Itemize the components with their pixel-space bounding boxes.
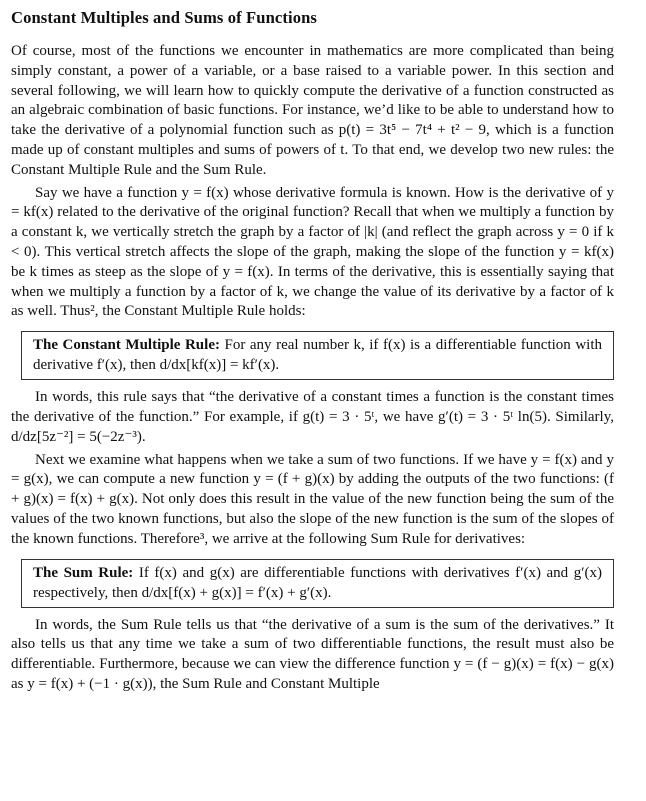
paragraph-constant-multiple: Say we have a function y = f(x) whose derivative formula is known. How is the derivative of y = kf(x) related to the derivative of the original function? Recall that when we multiply a function by a constant k, we vertically stretch the graph by a factor of |k| (and reflect the graph across y = 0 if k < 0). This vertical stretch affects the slope of the graph, making the slope of the function y = kf(x) be k times as steep as the slope of y = f(x). In terms of the derivative, this is essentially saying that when we multiply a function by a factor of k, we change the value of its derivative by a factor of k as well. Thus², the Constant Multiple Rule holds:: [11, 184, 614, 320]
constant-multiple-rule-body: For any real number k, if f(x) is a differentiable function with derivative f′(x), then d/dx[kf(x)] = kf′(x).: [33, 337, 602, 374]
constant-multiple-rule-text: [33, 335, 602, 375]
constant-multiple-rule-box: [21, 331, 614, 380]
sum-rule-box: [21, 559, 614, 608]
paragraph-sum-intro: Next we examine what happens when we take a sum of two functions. If we have y = f(x) and y = g(x), we can compute a new function y = (f + g)(x) by adding the outputs of the two functions: (f + g)(x) = f(x) + g(x). Not only does this result in the value of the new function being the sum of the values of the two known functions, but also the slope of the new function is the sum of the slopes of the known functions. Therefore³, we arrive at the following Sum Rule for derivatives:: [11, 451, 614, 547]
section-title: Constant Multiples and Sums of Functions: [11, 8, 317, 27]
paragraph-sum-words: In words, the Sum Rule tells us that “the derivative of a sum is the sum of the derivatives.” It also tells us that any time we take a sum of two differentiable functions, the result must also be differentiable. Furthermore, because we can view the difference function y = (f − g)(x) = f(x) − g(x) as y = f(x) + (−1 · g(x)), the Sum Rule and Constant Multiple: [11, 616, 614, 692]
sum-rule-text: [33, 563, 602, 603]
sum-rule-body: If f(x) and g(x) are differentiable functions with derivatives f′(x) and g′(x) respectively, then d/dx[f(x) + g(x)] = f′(x) + g′(x).: [33, 564, 602, 601]
paragraph-intro: Of course, most of the functions we encounter in mathematics are more complicated than being simply constant, a power of a variable, or a base raised to a variable power. In this section and several following, we will learn how to quickly compute the derivative of a function constructed as an algebraic combination of basic functions. For instance, we’d like to be able to understand how to take the derivative of a polynomial function such as p(t) = 3t⁵ − 7t⁴ + t² − 9, which is a function made up of constant multiples and sums of powers of t. To that end, we develop two new rules: the Constant Multiple Rule and the Sum Rule.: [11, 43, 614, 178]
sum-rule-label: The Sum Rule:: [33, 564, 134, 581]
paragraph-constant-multiple-words: In words, this rule says that “the derivative of a constant times a function is the constant times the derivative of the function.” For example, if g(t) = 3 · 5ᵗ, we have g′(t) = 3 · 5ᵗ ln(5). Similarly, d/dz[5z⁻²] = 5(−2z⁻³).: [11, 389, 614, 445]
constant-multiple-rule-label: The Constant Multiple Rule:: [33, 337, 220, 354]
